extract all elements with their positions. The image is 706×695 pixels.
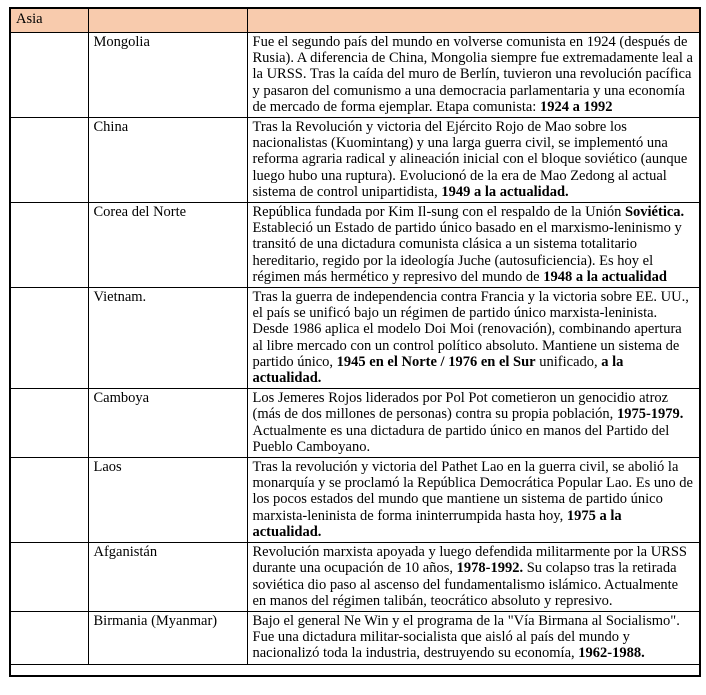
region-header-cell <box>10 8 88 33</box>
description-segment: Fue el segundo país del mundo en volverse comunista en 1924 (después de Rusia). A diferencia de China, Mongolia siempre fue extremadamente leal a la URSS. Tras la caída del muro de Berlín, tuvieron una revolución pacífica y pasaron del comunismo a una democracia parlamentaria y una economía de mercado de forma ejemplar. Etapa comunista: <box>252 34 693 115</box>
region-cell <box>10 33 88 118</box>
description-bold-segment: 1975 a la actualidad. <box>252 507 622 540</box>
next-region-partial-cell <box>10 664 700 676</box>
description-bold-segment: 1945 en el Norte / 1976 en el Sur <box>336 353 536 370</box>
region-cell <box>10 288 88 389</box>
description-cell <box>247 33 700 118</box>
country-cell: Birmania (Myanmar) <box>88 611 247 664</box>
table-row <box>10 458 700 543</box>
description-segment: Su colapso tras la retirada soviética dio paso al ascenso del fundamentalismo islámico. Actualmente en manos del régimen talibán, teocrático absoluto y represivo. <box>252 560 679 609</box>
country-cell: Corea del Norte <box>88 203 247 288</box>
description-cell <box>247 458 700 543</box>
region-cell <box>10 118 88 203</box>
description-bold-segment: 1975-1979. <box>616 406 684 423</box>
table-row <box>10 389 700 458</box>
next-region-partial-row <box>10 664 700 676</box>
description-bold-segment: Soviética. <box>624 204 685 221</box>
region-cell <box>10 203 88 288</box>
description-cell <box>247 203 700 288</box>
country-cell: Afganistán <box>88 543 247 612</box>
description-cell <box>247 389 700 458</box>
description-cell <box>247 543 700 612</box>
description-segment: unificado, <box>535 353 602 370</box>
description-cell <box>247 118 700 203</box>
table-row <box>10 543 700 612</box>
description-bold-segment: 1924 a 1992 <box>539 98 613 115</box>
region-label: Asia <box>16 11 43 27</box>
country-cell: Mongolia <box>88 33 247 118</box>
asia-communism-table <box>9 7 701 677</box>
description-segment: Tras la Revolución y victoria del Ejército Rojo de Mao sobre los nacionalistas (Kuomintang) y una larga guerra civil, se implementó una reforma agraria radical y alineación inicial con el bloque soviético (aunque luego hubo una ruptura). Evolucionó de la era de Mao Zedong al actual sistema de control unipartidista, <box>252 119 688 200</box>
description-segment: República fundada por Kim Il-sung con el respaldo de la Unión <box>252 204 625 221</box>
description-bold-segment: 1949 a la actualidad. <box>441 183 569 200</box>
description-cell <box>247 288 700 389</box>
description-segment: Bajo el general Ne Win y el programa de la "Vía Birmana al Socialismo". Fue una dictadura militar-socialista que aisló al país del mundo y nacionalizó toda la industria, destruyendo su economía, <box>252 612 680 662</box>
country-cell: Camboya <box>88 389 247 458</box>
country-cell: China <box>88 118 247 203</box>
table-row <box>10 118 700 203</box>
region-cell <box>10 389 88 458</box>
country-cell: Vietnam. <box>88 288 247 389</box>
description-segment: Tras la revolución y victoria del Pathet Lao en la guerra civil, se abolió la monarquía y se proclamó la República Democrática Popular Lao. Es uno de los pocos estados del mundo que mantiene un sistema de partido único marxista-leninista de forma ininterrumpida hasta hoy, <box>252 459 693 524</box>
description-cell <box>247 611 700 664</box>
description-segment: Tras la guerra de independencia contra Francia y la victoria sobre EE. UU., el país se unificó bajo un régimen de partido único marxista-leninista. Desde 1986 aplica el modelo Doi Moi (renovación), combinando apertura al libre mercado con un control político absoluto. Mantiene un sistema de partido único, <box>252 289 689 370</box>
region-header-empty-country-cell <box>88 8 247 33</box>
description-bold-segment: 1978-1992. <box>456 560 524 577</box>
description-segment: Los Jemeres Rojos liderados por Pol Pot cometieron un genocidio atroz (más de dos millones de personas) contra su propia población, <box>252 390 669 423</box>
table-row <box>10 203 700 288</box>
description-segment: Actualmente es una dictadura de partido único en manos del Partido del Pueblo Camboyano. <box>252 422 670 455</box>
country-cell: Laos <box>88 458 247 543</box>
table-row <box>10 33 700 118</box>
country-rows <box>10 33 700 665</box>
region-cell <box>10 458 88 543</box>
description-segment: Revolución marxista apoyada y luego defendida militarmente por la URSS durante una ocupación de 10 años, <box>252 544 687 577</box>
region-cell <box>10 543 88 612</box>
description-bold-segment: 1948 a la actualidad <box>543 268 667 285</box>
description-segment: Estableció un Estado de partido único basado en el marxismo-leninismo y transitó de una dictadura comunista clásica a un sistema totalitario hereditario, regido por la ideología Juche (autosuficiencia). Es hoy el régimen más hermético y represivo del mundo de <box>252 220 682 285</box>
description-bold-segment: 1962-1988. <box>578 645 645 662</box>
region-header-row <box>10 8 700 33</box>
region-cell <box>10 611 88 664</box>
table-row <box>10 288 700 389</box>
region-header-empty-description-cell <box>247 8 700 33</box>
table-row <box>10 611 700 664</box>
description-bold-segment: a la actualidad. <box>252 353 624 387</box>
